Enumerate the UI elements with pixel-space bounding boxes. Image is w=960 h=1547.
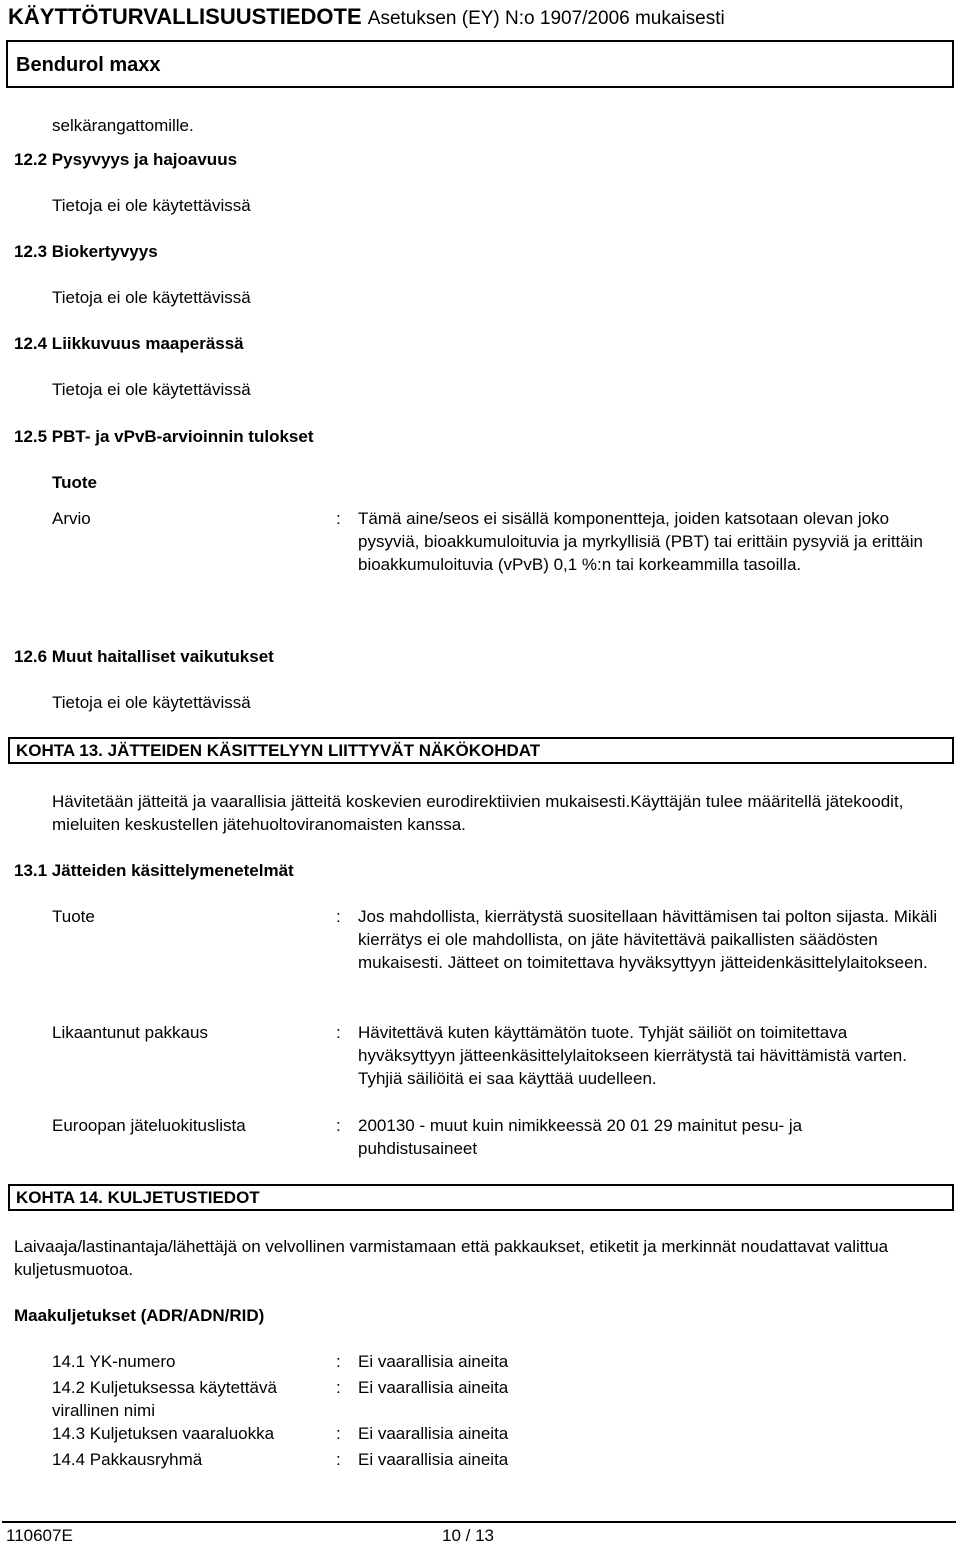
waste-row-value: Jos mahdollista, kierrätystä suositellaan hävittämisen tai polton sijasta. Mikäli kierrätys ei ole mahdollista, on jäte hävitettävä paikallisten säädösten mukaisesti. Jätteet on toimitettava hyväksyttyyn jätteidenkäsittelylaitokseen. [358, 907, 938, 972]
transport-row-label: 14.4 Pakkausryhmä [52, 1450, 203, 1469]
transport-row-value: Ei vaarallisia aineita [358, 1424, 509, 1443]
text-12-6: Tietoja ei ole käytettävissä [52, 693, 251, 712]
section-13-title: KOHTA 13. JÄTTEIDEN KÄSITTELYYN LIITTYVÄT NÄKÖKOHDAT [16, 741, 541, 760]
transport-row-label: 14.2 Kuljetuksessa käytettävä virallinen nimi [52, 1378, 277, 1420]
transport-row-label: 14.1 YK-numero [52, 1352, 176, 1371]
transport-row-label: 14.3 Kuljetuksen vaaraluokka [52, 1424, 275, 1443]
section-13-intro: Hävitetään jätteitä ja vaarallisia jätteitä koskevien eurodirektiivien mukaisesti.Käyttäjän tulee määritellä jätekoodit, mieluiten keskustellen jätehuoltoviranomaisten kanssa. [52, 792, 904, 834]
waste-row-colon: : [336, 907, 341, 926]
arvio-label: Arvio [52, 509, 91, 528]
section-14-intro: Laivaaja/lastinantaja/lähettäjä on velvollinen varmistamaan että pakkaukset, etiketit ja merkinnät noudattavat valittua kuljetusmuotoa. [14, 1237, 889, 1279]
text-12-2: Tietoja ei ole käytettävissä [52, 196, 251, 215]
transport-row-colon: : [336, 1352, 341, 1371]
waste-row-value: Hävitettävä kuten käyttämätön tuote. Tyhjät säiliöt on toimitettava hyväksyttyyn jätteenkäsittelylaitokseen kierrätystä tai hävittämistä varten. Tyhjiä säiliöitä ei saa käyttää uudelleen. [358, 1023, 907, 1088]
document-code: 110607E [6, 1526, 73, 1545]
arvio-value: Tämä aine/seos ei sisällä komponentteja, joiden katsotaan olevan joko pysyviä, bioakkumuloituvia ja myrkyllisiä (PBT) tai erittäin pysyviä ja erittäin bioakkumuloituvia (vPvB) 0,1 %:n tai korkeammilla tasoilla. [358, 509, 923, 574]
arvio-colon: : [336, 509, 341, 528]
waste-row-colon: : [336, 1023, 341, 1042]
transport-row-colon: : [336, 1424, 341, 1443]
waste-row-label: Tuote [52, 907, 95, 926]
section-14-header [8, 1184, 954, 1211]
heading-12-4: 12.4 Liikkuvuus maaperässä [14, 334, 244, 353]
waste-row-colon: : [336, 1116, 341, 1135]
product-name-box [6, 40, 954, 88]
section-13-header [8, 737, 954, 764]
page-number: 10 / 13 [442, 1526, 494, 1545]
waste-row-label: Euroopan jäteluokituslista [52, 1116, 246, 1135]
page-footer [2, 1521, 956, 1545]
transport-row-colon: : [336, 1450, 341, 1469]
regulation-text: Asetuksen (EY) N:o 1907/2006 mukaisesti [367, 8, 725, 29]
document-title-text: KÄYTTÖTURVALLISUUSTIEDOTE [8, 4, 362, 29]
heading-12-2: 12.2 Pysyvyys ja hajoavuus [14, 150, 238, 169]
heading-13-1: 13.1 Jätteiden käsittelymenetelmät [14, 861, 294, 880]
transport-row-value: Ei vaarallisia aineita [358, 1378, 509, 1397]
waste-row-value: 200130 - muut kuin nimikkeessä 20 01 29 mainitut pesu- ja puhdistusaineet [358, 1116, 803, 1158]
document-title [8, 4, 725, 32]
heading-12-3: 12.3 Biokertyvyys [14, 242, 158, 261]
product-name: Bendurol maxx [16, 54, 161, 76]
heading-maakuljetukset: Maakuljetukset (ADR/ADN/RID) [14, 1306, 265, 1325]
text-12-4: Tietoja ei ole käytettävissä [52, 380, 251, 399]
text-12-3: Tietoja ei ole käytettävissä [52, 288, 251, 307]
waste-row-label: Likaantunut pakkaus [52, 1023, 208, 1042]
transport-row-value: Ei vaarallisia aineita [358, 1352, 509, 1371]
heading-12-6: 12.6 Muut haitalliset vaikutukset [14, 647, 274, 666]
transport-row-value: Ei vaarallisia aineita [358, 1450, 509, 1469]
section-14-title: KOHTA 14. KULJETUSTIEDOT [16, 1188, 260, 1207]
carryover-text: selkärangattomille. [52, 116, 194, 135]
transport-row-colon: : [336, 1378, 341, 1397]
heading-12-5: 12.5 PBT- ja vPvB-arvioinnin tulokset [14, 427, 314, 446]
subheading-tuote: Tuote [52, 473, 98, 492]
